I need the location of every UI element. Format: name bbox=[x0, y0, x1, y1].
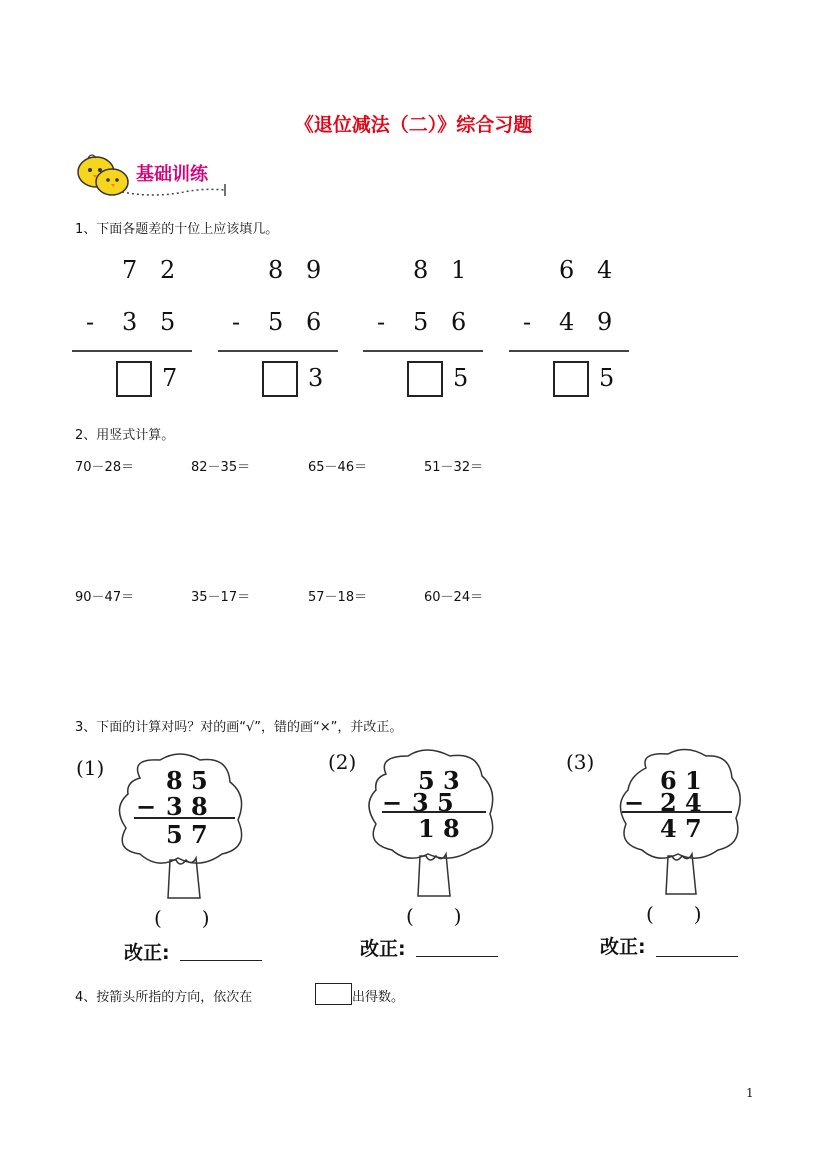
tens-answer-box[interactable] bbox=[262, 361, 298, 397]
calc-item: 82－35＝ bbox=[191, 460, 251, 475]
correction-label: 改正: bbox=[600, 936, 646, 958]
result-ones-digit: 7 bbox=[162, 364, 178, 392]
bottom-tens-digit: 3 bbox=[122, 308, 138, 336]
calc-item: 57－18＝ bbox=[308, 590, 368, 605]
tree-problem-1 bbox=[70, 748, 290, 970]
minus-sign: - bbox=[232, 308, 241, 336]
question-4-prompt: 4、按箭头所指的方向，依次在 bbox=[75, 990, 253, 1005]
tens-answer-box[interactable] bbox=[553, 361, 589, 397]
vertical-subtraction bbox=[218, 250, 343, 400]
vertical-subtraction bbox=[509, 250, 634, 400]
tree-bottom-number: 3 5 bbox=[412, 788, 454, 817]
sum-line bbox=[218, 350, 338, 352]
calc-item: 65－46＝ bbox=[308, 460, 368, 475]
q1-problems bbox=[0, 250, 827, 410]
tree-top-number: 5 3 bbox=[418, 766, 460, 795]
bottom-tens-digit: 5 bbox=[268, 308, 284, 336]
sum-line bbox=[363, 350, 483, 352]
item-label: (3) bbox=[566, 750, 595, 774]
top-ones-digit: 1 bbox=[451, 256, 467, 284]
tens-answer-box[interactable] bbox=[116, 361, 152, 397]
tree-problem-2 bbox=[322, 746, 542, 968]
item-label: (2) bbox=[328, 750, 357, 774]
minus-sign: - bbox=[377, 308, 386, 336]
tree-bottom-number: 2 4 bbox=[660, 788, 702, 817]
sum-line bbox=[72, 350, 192, 352]
inline-answer-box[interactable] bbox=[315, 983, 352, 1005]
judgement-parentheses[interactable]: ( ) bbox=[646, 902, 702, 926]
item-label: (1) bbox=[76, 756, 105, 780]
bottom-tens-digit: 4 bbox=[559, 308, 575, 336]
tens-answer-box[interactable] bbox=[407, 361, 443, 397]
question-3-prompt: 3、下面的计算对吗？对的画“√”，错的画“×”，并改正。 bbox=[75, 720, 403, 735]
bottom-tens-digit: 5 bbox=[413, 308, 429, 336]
tree-minus-sign: − bbox=[624, 788, 645, 817]
result-ones-digit: 5 bbox=[453, 364, 469, 392]
top-ones-digit: 4 bbox=[597, 256, 613, 284]
result-ones-digit: 5 bbox=[599, 364, 615, 392]
question-1-prompt: 1、下面各题差的十位上应该填几。 bbox=[75, 222, 279, 237]
page-number: 1 bbox=[746, 1086, 754, 1100]
calc-item: 51－32＝ bbox=[424, 460, 484, 475]
tree-top-number: 6 1 bbox=[660, 766, 702, 795]
question-2-prompt: 2、用竖式计算。 bbox=[75, 428, 175, 443]
question-4-prompt-end: 出得数。 bbox=[352, 990, 405, 1005]
top-tens-digit: 7 bbox=[122, 256, 138, 284]
result-ones-digit: 3 bbox=[308, 364, 324, 392]
correction-line[interactable] bbox=[416, 956, 498, 957]
judgement-parentheses[interactable]: ( ) bbox=[406, 904, 462, 928]
minus-sign: - bbox=[86, 308, 95, 336]
top-tens-digit: 8 bbox=[268, 256, 284, 284]
correction-line[interactable] bbox=[180, 960, 262, 961]
correction-line[interactable] bbox=[656, 956, 738, 957]
minus-sign: - bbox=[523, 308, 532, 336]
sum-line bbox=[509, 350, 629, 352]
vertical-subtraction bbox=[72, 250, 197, 400]
calc-item: 60－24＝ bbox=[424, 590, 484, 605]
tree-result-number: 1 8 bbox=[418, 814, 460, 843]
bottom-ones-digit: 5 bbox=[160, 308, 176, 336]
top-tens-digit: 6 bbox=[559, 256, 575, 284]
top-tens-digit: 8 bbox=[413, 256, 429, 284]
tree-result-number: 5 7 bbox=[166, 820, 208, 849]
correction-label: 改正: bbox=[124, 942, 170, 964]
section-badge bbox=[74, 148, 234, 204]
bottom-ones-digit: 6 bbox=[306, 308, 322, 336]
calc-item: 90－47＝ bbox=[75, 590, 135, 605]
tree-result-number: 4 7 bbox=[660, 814, 702, 843]
bottom-ones-digit: 9 bbox=[597, 308, 613, 336]
vertical-subtraction bbox=[363, 250, 488, 400]
tree-bottom-number: 3 8 bbox=[166, 792, 208, 821]
top-ones-digit: 9 bbox=[306, 256, 322, 284]
page-title: 《退位减法（二）》综合习题 bbox=[294, 114, 533, 136]
tree-problem-3 bbox=[560, 746, 780, 968]
top-ones-digit: 2 bbox=[160, 256, 176, 284]
tree-top-number: 8 5 bbox=[166, 766, 208, 795]
badge-label: 基础训练 bbox=[136, 164, 208, 185]
calc-item: 70－28＝ bbox=[75, 460, 135, 475]
calc-item: 35－17＝ bbox=[191, 590, 251, 605]
judgement-parentheses[interactable]: ( ) bbox=[154, 906, 210, 930]
tree-minus-sign: − bbox=[382, 788, 403, 817]
correction-label: 改正: bbox=[360, 938, 406, 960]
bottom-ones-digit: 6 bbox=[451, 308, 467, 336]
tree-minus-sign: − bbox=[136, 792, 157, 821]
